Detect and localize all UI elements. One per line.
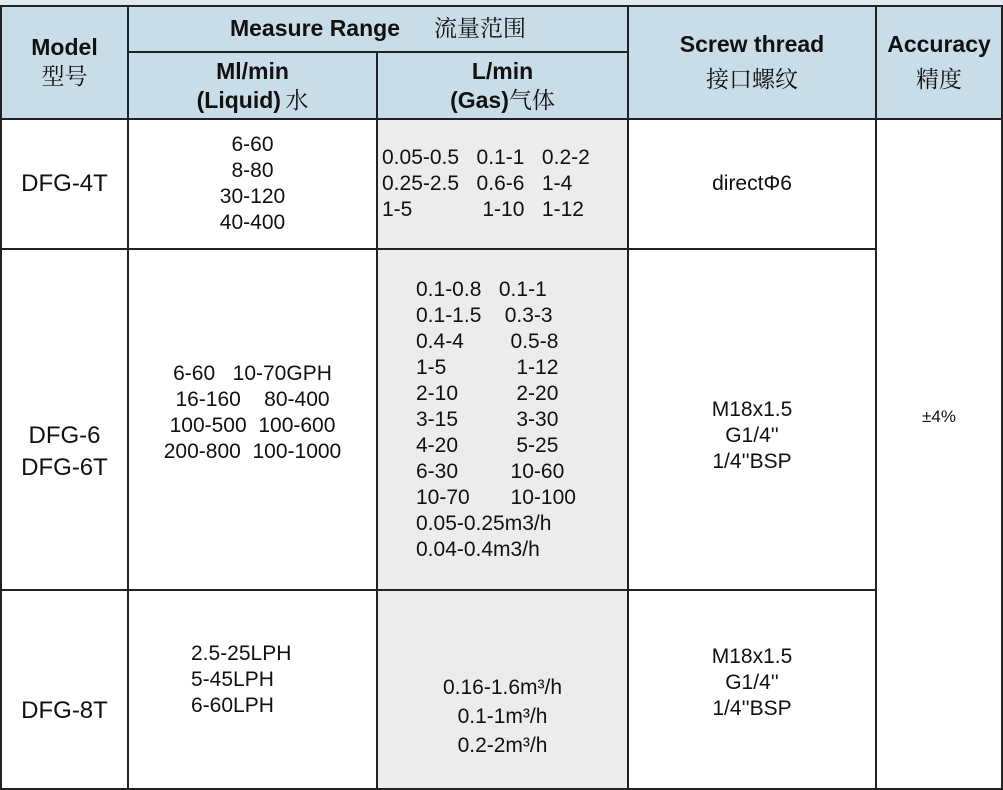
row2-gas-line9: 10-70 10-100 — [416, 485, 576, 509]
grid-line-col4 — [875, 5, 877, 790]
row2-gas-line3: 0.4-4 0.5-8 — [416, 329, 559, 353]
header-accuracy-en: Accuracy — [887, 31, 991, 57]
row3-model-line1: DFG-8T — [21, 696, 108, 724]
row2-gas-line1: 0.1-0.8 0.1-1 — [416, 277, 547, 301]
grid-line-col3 — [627, 5, 629, 790]
row1-liquid-line2: 8-80 — [231, 159, 274, 182]
row3-liquid-line2: 5-45LPH — [191, 667, 274, 691]
row1-liquid-line4: 40-400 — [219, 211, 286, 234]
header-screw-thread — [629, 6, 875, 118]
accuracy-cell — [877, 120, 1001, 788]
row2-liquid-line3: 100-500 100-600 — [169, 413, 336, 437]
row2-gas-line2: 0.1-1.5 0.3-3 — [416, 303, 553, 327]
row1-gas-line2: 0.25-2.5 0.6-6 1-4 — [382, 172, 573, 195]
row2-liquid — [129, 250, 376, 589]
row2-thread — [629, 250, 875, 589]
row1-liquid-line3: 30-120 — [219, 185, 286, 208]
row3-gas-line3: 0.2-2m³/h — [457, 734, 548, 757]
row1-model-line1: DFG-4T — [21, 170, 108, 197]
grid-line-sub-header — [128, 51, 628, 53]
row2-model-line1: DFG-6 — [28, 421, 101, 449]
row2-gas-line11: 0.04-0.4m3/h — [416, 537, 540, 561]
grid-line-top — [0, 5, 1003, 7]
header-ml-min — [129, 53, 376, 118]
row1-liquid-line1: 6-60 — [231, 133, 274, 156]
header-model — [2, 6, 127, 118]
header-model-cn: 型号 — [41, 63, 88, 89]
row2-thread-line3: 1/4''BSP — [712, 449, 792, 473]
row2-liquid-line4: 200-800 100-1000 — [163, 439, 342, 463]
row3-liquid — [129, 591, 376, 788]
grid-line-header-bottom — [0, 118, 1003, 120]
row3-liquid-line1: 2.5-25LPH — [191, 641, 292, 665]
row2-gas-line5: 2-10 2-20 — [416, 381, 559, 405]
grid-line-left — [0, 5, 2, 790]
header-measure-range-en: Measure Range — [229, 15, 400, 41]
header-l-min-gas: (Gas) — [450, 86, 509, 113]
header-accuracy-cn: 精度 — [916, 66, 962, 92]
header-l-min-cn: 气体 — [508, 86, 555, 113]
row1-thread-line1: directΦ6 — [712, 172, 792, 195]
header-ml-min-liquid: (Liquid) — [196, 86, 281, 113]
row3-gas-line1: 0.16-1.6m³/h — [442, 676, 563, 699]
header-screw-thread-en: Screw thread — [679, 31, 825, 57]
accuracy-value: ±4% — [922, 407, 956, 426]
header-l-min-unit: L/min — [471, 57, 534, 84]
header-ml-min-unit: Ml/min — [216, 57, 289, 84]
row2-liquid-line2: 16-160 80-400 — [175, 387, 330, 411]
header-l-min — [378, 53, 627, 118]
row1-thread — [629, 120, 875, 248]
grid-line-col2 — [376, 51, 378, 790]
row3-gas — [378, 591, 627, 788]
header-ml-min-cn: 水 — [285, 86, 309, 113]
header-measure-range-cn: 流量范围 — [434, 15, 526, 41]
row3-thread-line2: G1/4'' — [725, 670, 779, 694]
row1-gas-line3: 1-5 1-10 1-12 — [382, 198, 584, 221]
row2-thread-line2: G1/4'' — [725, 423, 779, 447]
header-accuracy — [877, 6, 1001, 118]
row1-model — [2, 120, 127, 248]
row3-thread-line3: 1/4''BSP — [712, 696, 792, 720]
row2-gas-line7: 4-20 5-25 — [416, 433, 559, 457]
row1-liquid — [129, 120, 376, 248]
grid-line-col1 — [127, 5, 129, 790]
row2-gas-line8: 6-30 10-60 — [416, 459, 565, 483]
header-model-en: Model — [31, 34, 98, 60]
row1-gas — [378, 120, 627, 248]
row1-gas-line1: 0.05-0.5 0.1-1 0.2-2 — [382, 146, 590, 169]
row2-model — [2, 250, 127, 589]
row2-gas-line6: 3-15 3-30 — [416, 407, 559, 431]
header-screw-thread-cn: 接口螺纹 — [706, 66, 798, 92]
row3-thread — [629, 591, 875, 788]
row2-gas-line10: 0.05-0.25m3/h — [416, 511, 552, 535]
grid-line-row1-bottom — [0, 248, 876, 250]
row3-liquid-line3: 6-60LPH — [191, 693, 274, 717]
header-measure-range — [129, 6, 627, 51]
row2-gas-line4: 1-5 1-12 — [416, 355, 559, 379]
row3-gas-line2: 0.1-1m³/h — [457, 705, 548, 728]
row2-gas — [378, 250, 627, 589]
row2-liquid-line1: 6-60 10-70GPH — [173, 361, 332, 385]
row2-thread-line1: M18x1.5 — [711, 397, 793, 421]
grid-line-row2-bottom — [0, 589, 876, 591]
row3-model — [2, 591, 127, 788]
row2-model-line2: DFG-6T — [21, 453, 108, 481]
row3-thread-line1: M18x1.5 — [711, 644, 793, 668]
